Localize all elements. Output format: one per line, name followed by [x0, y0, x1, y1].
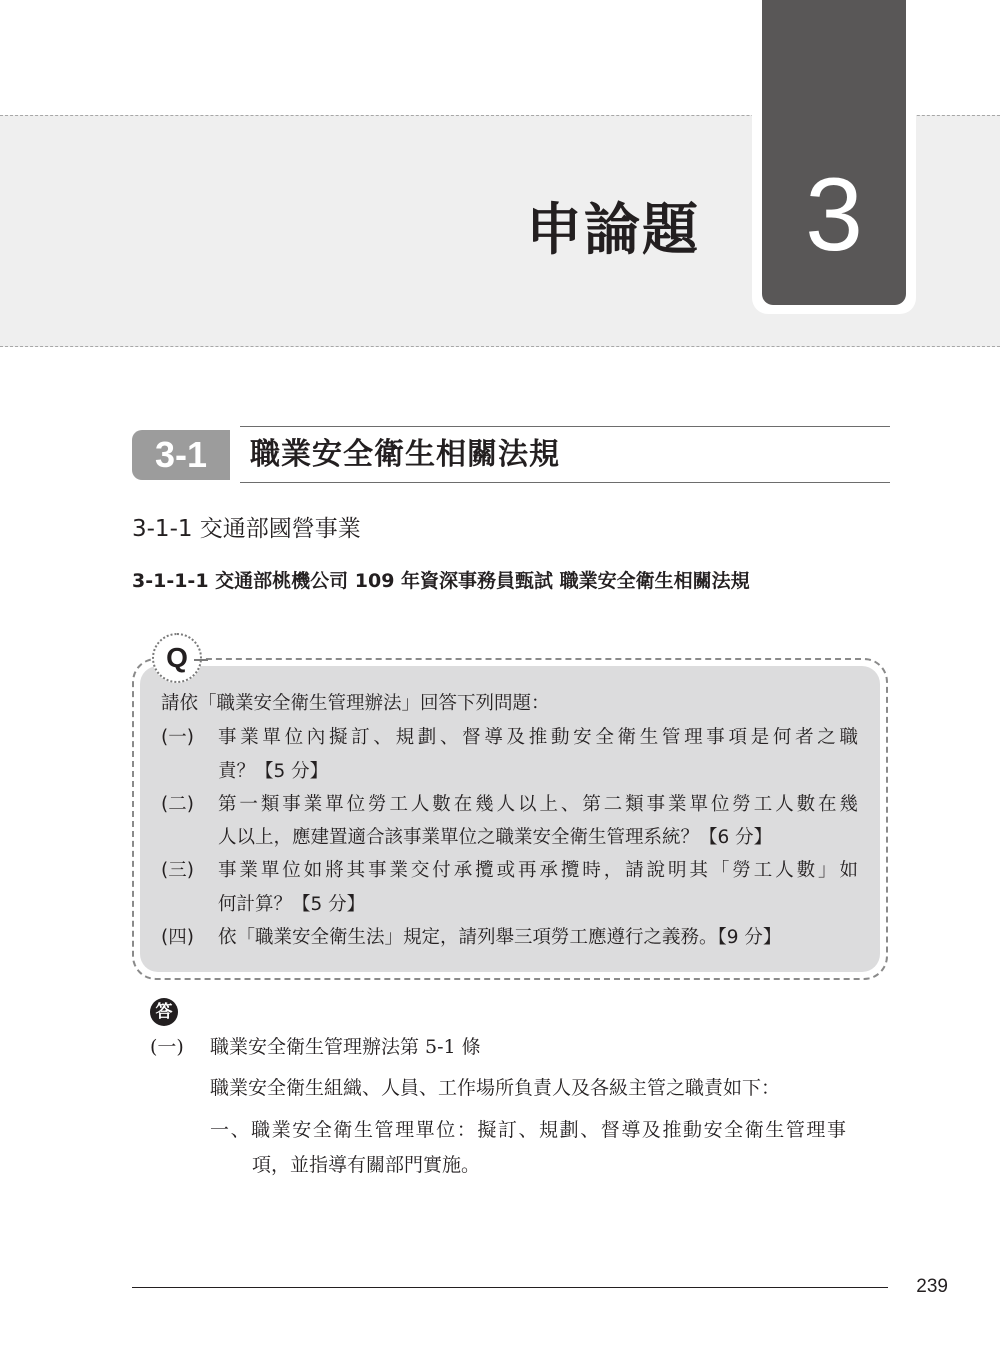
- answer-paragraph: 職業安全衛生組織、人員、工作場所負責人及各級主管之職責如下：: [210, 1077, 781, 1099]
- question-item-line: 事業單位如將其事業交付承攬或再承攬時，請說明其「勞工人數」如: [218, 860, 858, 881]
- question-item-line: 第一類事業單位勞工人數在幾人以上、第二類事業單位勞工人數在幾: [218, 794, 858, 815]
- chapter-tab: [752, 0, 916, 314]
- subsection-title: 3-1-1 交通部國營事業: [132, 516, 361, 542]
- answer-heading: 職業安全衛生管理辦法第 5-1 條: [210, 1036, 481, 1058]
- question-item-label: (一): [161, 727, 194, 748]
- question-item-line: 事業單位內擬訂、規劃、督導及推動安全衛生管理事項是何者之職: [218, 727, 858, 748]
- question-item-line: 責？【5 分】: [218, 761, 329, 782]
- question-item-line: 何計算？【5 分】: [218, 894, 366, 915]
- question-item-label: (三): [161, 860, 194, 881]
- page-number: 239: [916, 1276, 948, 1297]
- question-intro: 請依「職業安全衛生管理辦法」回答下列問題：: [161, 693, 550, 714]
- question-item-line: 人以上，應建置適合該事業單位之職業安全衛生管理系統？【6 分】: [218, 827, 773, 848]
- chapter-title: 申論題: [526, 198, 700, 263]
- section-rule-top: [240, 426, 890, 427]
- section-rule-bottom: [240, 482, 890, 483]
- subsubsection-title: 3-1-1-1 交通部桃機公司 109 年資深事務員甄試 職業安全衛生相關法規: [132, 570, 750, 592]
- footer-rule: [132, 1287, 888, 1288]
- question-badge-tail: [194, 659, 208, 661]
- answer-list-item: 一、職業安全衛生管理單位：擬訂、規劃、督導及推動安全衛生管理事: [210, 1119, 846, 1141]
- chapter-number: 3: [805, 157, 863, 273]
- question-badge-letter: Q: [166, 642, 188, 673]
- question-badge: [152, 633, 202, 683]
- answer-badge: 答: [150, 998, 178, 1026]
- section-title: 職業安全衛生相關法規: [250, 437, 560, 472]
- question-item-line: 依「職業安全衛生法」規定，請列舉三項勞工應遵行之義務。【9 分】: [218, 927, 782, 948]
- question-item-label: (四): [161, 927, 194, 948]
- answer-list-item-continuation: 項，並指導有關部門實施。: [252, 1154, 481, 1176]
- chapter-tab-fill: [762, 0, 906, 305]
- answer-heading-label: (一): [150, 1036, 184, 1058]
- section-number-badge: 3-1: [132, 430, 230, 480]
- question-item-label: (二): [161, 794, 194, 815]
